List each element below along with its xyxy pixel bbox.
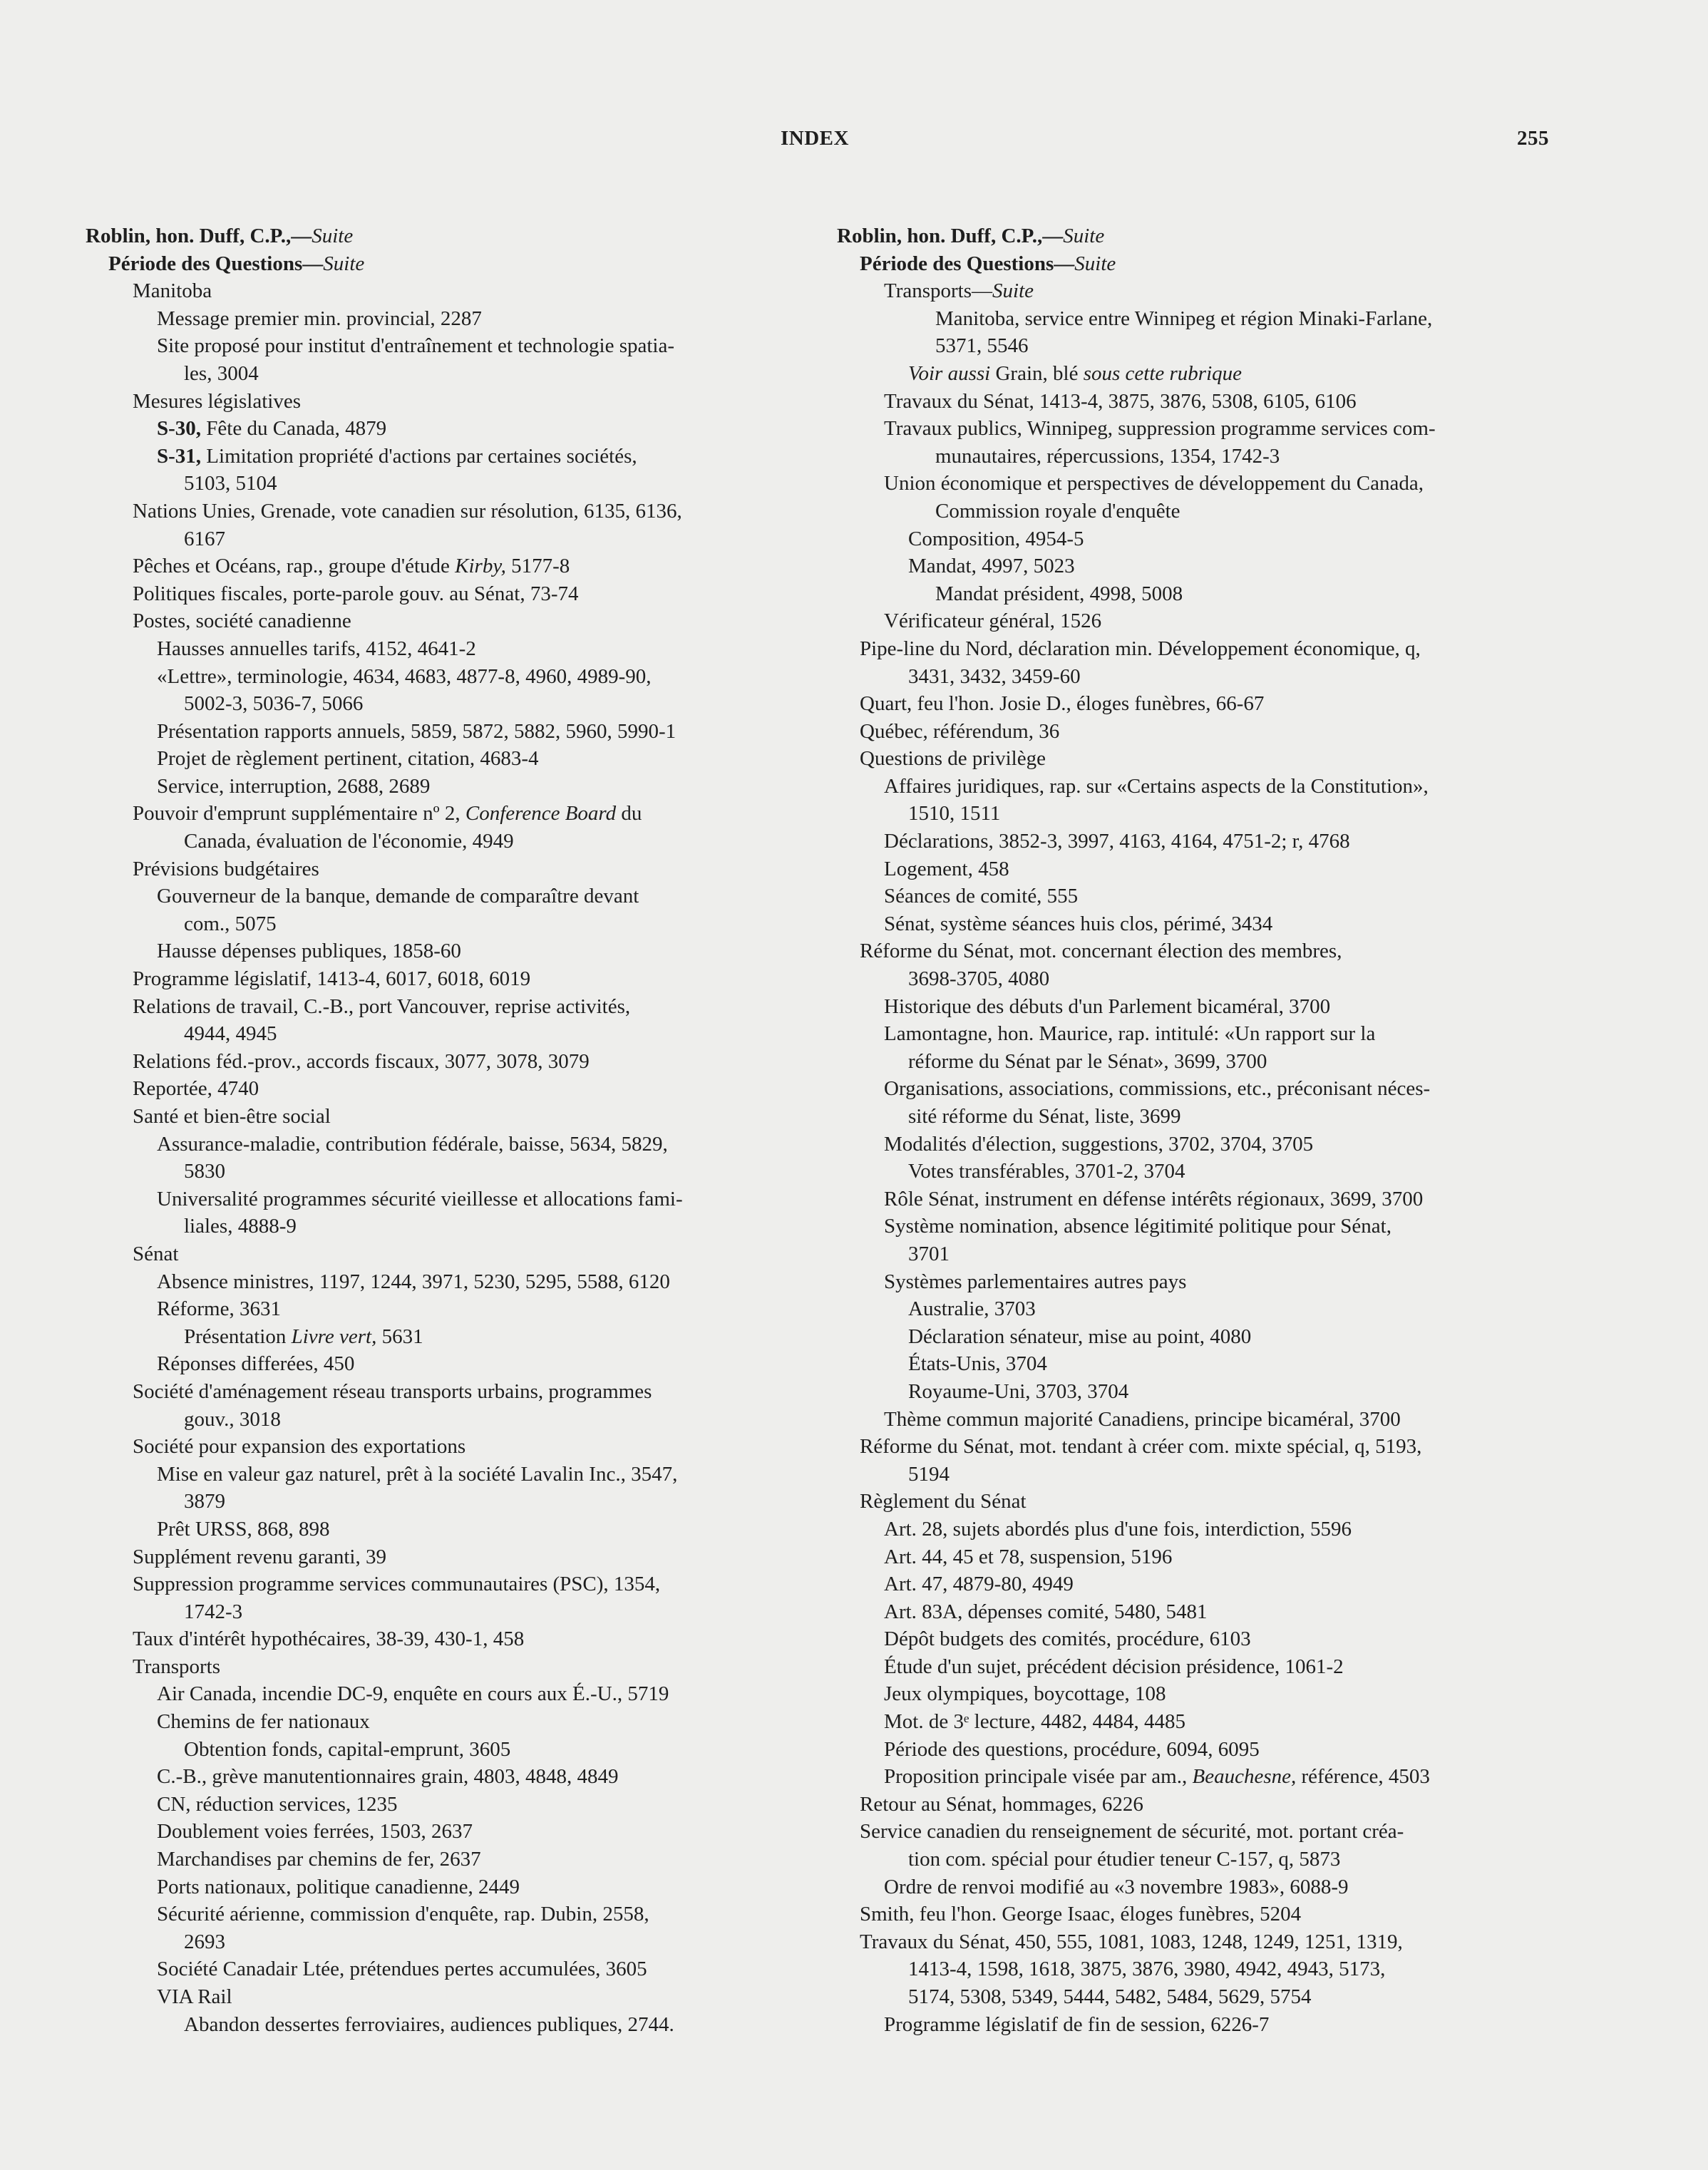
index-entry <box>837 1268 1561 1296</box>
index-entry-text: Société d'aménagement réseau transports urbains, programmes <box>133 1379 652 1403</box>
index-entry <box>837 607 1561 635</box>
index-entry <box>837 1818 1561 1846</box>
index-entry-text: Transports <box>133 1655 221 1678</box>
index-entry-text: Québec, référendum, 36 <box>860 719 1060 743</box>
index-entry <box>86 1516 810 1543</box>
index-entry <box>837 1433 1561 1461</box>
index-entry <box>837 1103 1561 1131</box>
index-entry-text: Règlement du Sénat <box>860 1490 1027 1513</box>
index-entry <box>86 1075 810 1103</box>
index-entry-text: Pipe-line du Nord, déclaration min. Développement économique, q, <box>860 637 1421 660</box>
index-entry <box>86 470 810 498</box>
index-entry-text: Manitoba <box>133 279 212 303</box>
index-entry-text: Livre vert, <box>291 1325 377 1348</box>
index-entry-text: États-Unis, 3704 <box>908 1352 1047 1376</box>
index-entry <box>837 635 1561 663</box>
index-entry <box>86 1846 810 1873</box>
index-entry-text: 5103, 5104 <box>184 472 277 495</box>
index-entry-text: Questions de privilège <box>860 747 1046 771</box>
index-entry-text: Site proposé pour institut d'entraînement et technologie spatia- <box>157 334 675 358</box>
index-entry-text: Fête du Canada, 4879 <box>201 417 387 441</box>
index-entry-text: sous cette rubrique <box>1083 361 1243 385</box>
index-entry-text: Période des questions, procédure, 6094, 6095 <box>884 1737 1260 1761</box>
index-entry <box>837 1736 1561 1764</box>
index-entry <box>86 1955 810 1983</box>
index-entry <box>837 1928 1561 1956</box>
index-entry-text: Présentation <box>184 1325 292 1348</box>
index-entry <box>86 1625 810 1653</box>
index-entry <box>86 1461 810 1488</box>
index-entry-text: les, 3004 <box>184 361 259 385</box>
index-entry-text: Taux d'intérêt hypothécaires, 38-39, 430-1, 458 <box>133 1628 525 1651</box>
index-entry <box>86 552 810 580</box>
index-entry-text: Mise en valeur gaz naturel, prêt à la société Lavalin Inc., 3547, <box>157 1462 678 1486</box>
index-entry <box>837 1131 1561 1158</box>
index-entry <box>837 663 1561 691</box>
index-entry-text: Service canadien du renseignement de sécurité, mot. portant créa- <box>860 1820 1404 1844</box>
index-entry <box>86 1020 810 1048</box>
index-entry <box>86 1598 810 1626</box>
index-entry <box>86 883 810 910</box>
index-entry <box>86 745 810 773</box>
index-entry-text: Projet de règlement pertinent, citation, 4683-4 <box>157 747 539 771</box>
index-entry-text: Sénat, système séances huis clos, périmé, 3434 <box>884 912 1273 935</box>
index-entry <box>86 580 810 608</box>
index-entry <box>837 1570 1561 1598</box>
index-entry <box>837 1323 1561 1351</box>
index-entry-text: Suppression programme services communautaires (PSC), 1354, <box>133 1573 661 1596</box>
index-entry <box>86 1350 810 1378</box>
index-entry <box>837 1213 1561 1240</box>
index-entry <box>837 1406 1561 1434</box>
index-entry <box>86 360 810 388</box>
index-entry <box>837 1791 1561 1819</box>
index-entry-text: Suite <box>992 279 1034 303</box>
index-entry <box>837 773 1561 801</box>
index-entry <box>86 855 810 883</box>
running-header-title: INDEX <box>781 127 849 150</box>
index-entry-text: com., 5075 <box>184 912 277 935</box>
index-entry-text: Thème commun majorité Canadiens, principe bicaméral, 3700 <box>884 1407 1401 1431</box>
index-entry <box>86 690 810 718</box>
index-entry-text: Mot. de 3ᵉ lecture, 4482, 4484, 4485 <box>884 1710 1186 1734</box>
index-entry <box>86 718 810 746</box>
index-entry-text: Union économique et perspectives de développement du Canada, <box>884 472 1424 495</box>
index-entry-text: 1742-3 <box>184 1600 243 1623</box>
index-entry <box>837 1543 1561 1571</box>
index-entry-text: sité réforme du Sénat, liste, 3699 <box>908 1105 1181 1128</box>
index-entry-text: Travaux du Sénat, 1413-4, 3875, 3876, 5308, 6105, 6106 <box>884 389 1357 413</box>
index-entry-text: Jeux olympiques, boycottage, 108 <box>884 1682 1166 1706</box>
index-entry-text: Art. 83A, dépenses comité, 5480, 5481 <box>884 1600 1208 1623</box>
index-entry-text: Lamontagne, hon. Maurice, rap. intitulé: «Un rapport sur la <box>884 1022 1376 1046</box>
index-entry-text: Rôle Sénat, instrument en défense intérêts régionaux, 3699, 3700 <box>884 1187 1424 1210</box>
index-entry-text: Santé et bien-être social <box>133 1105 331 1128</box>
index-entry-text: Séances de comité, 555 <box>884 885 1079 908</box>
index-entry-text: Art. 28, sujets abordés plus d'une fois, interdiction, 5596 <box>884 1517 1352 1541</box>
index-entry <box>837 1378 1561 1406</box>
index-entry-text: Conference Board <box>465 802 617 826</box>
index-entry <box>86 1736 810 1764</box>
index-entry-text: Système nomination, absence légitimité politique pour Sénat, <box>884 1215 1391 1238</box>
index-entry-text: Smith, feu l'hon. George Isaac, éloges funèbres, 5204 <box>860 1903 1302 1926</box>
index-entry-text: Réforme du Sénat, mot. tendant à créer com. mixte spécial, q, 5193, <box>860 1435 1422 1459</box>
index-entry-text: S-30, <box>157 417 202 441</box>
index-entry <box>837 1461 1561 1488</box>
index-entry-text: 5177-8 <box>505 555 570 578</box>
index-entry-text: Programme législatif de fin de session, 6226-7 <box>884 2012 1270 2036</box>
index-entry <box>837 552 1561 580</box>
index-entry-text: Sénat <box>133 1242 179 1265</box>
index-entry <box>86 1406 810 1434</box>
index-entry-text: Assurance-maladie, contribution fédérale, baisse, 5634, 5829, <box>157 1132 668 1156</box>
index-entry-text: référence, 4503 <box>1296 1765 1430 1789</box>
index-entry-text: Commission royale d'enquête <box>935 499 1180 523</box>
index-entry <box>86 1048 810 1076</box>
index-entry-text: Sécurité aérienne, commission d'enquête, rap. Dubin, 2558, <box>157 1903 649 1926</box>
index-entry-text: Suite <box>1074 252 1116 275</box>
index-entry <box>86 250 810 278</box>
index-entry-text: Art. 47, 4879-80, 4949 <box>884 1573 1074 1596</box>
index-column-right <box>837 222 1561 2038</box>
index-entry <box>86 525 810 553</box>
index-entry <box>837 443 1561 470</box>
index-entry-text: VIA Rail <box>157 1985 232 2008</box>
index-entry-text: Prêt URSS, 868, 898 <box>157 1517 330 1541</box>
index-entry-text: Déclarations, 3852-3, 3997, 4163, 4164, 4751-2; r, 4768 <box>884 830 1350 853</box>
index-entry <box>86 965 810 993</box>
index-entry <box>837 718 1561 746</box>
index-entry <box>837 1653 1561 1681</box>
index-entry-text: 5002-3, 5036-7, 5066 <box>184 692 364 716</box>
index-entry-text: gouv., 3018 <box>184 1407 281 1431</box>
index-entry-text: Période des Questions— <box>860 252 1075 275</box>
index-entry <box>86 828 810 855</box>
index-entry-text: Présentation rapports annuels, 5859, 5872, 5882, 5960, 5990-1 <box>157 719 676 743</box>
index-entry-text: Gouverneur de la banque, demande de comparaître devant <box>157 885 639 908</box>
index-entry-text: Société pour expansion des exportations <box>133 1435 466 1459</box>
index-entry <box>86 1323 810 1351</box>
index-entry <box>837 305 1561 333</box>
index-entry-text: Chemins de fer nationaux <box>157 1710 370 1734</box>
index-entry-text: Organisations, associations, commissions, etc., préconisant néces- <box>884 1077 1431 1101</box>
index-entry-text: Proposition principale visée par am., <box>884 1765 1193 1789</box>
index-entry-text: Historique des débuts d'un Parlement bicaméral, 3700 <box>884 994 1331 1018</box>
index-entry-text: Déclaration sénateur, mise au point, 4080 <box>908 1325 1252 1348</box>
index-entry-text: Service, interruption, 2688, 2689 <box>157 774 431 798</box>
index-entry <box>86 1131 810 1158</box>
index-entry-text: C.-B., grève manutentionnaires grain, 4803, 4848, 4849 <box>157 1765 619 1789</box>
index-entry <box>837 937 1561 965</box>
index-entry <box>86 1928 810 1956</box>
index-entry <box>837 1680 1561 1708</box>
index-entry-text: Manitoba, service entre Winnipeg et région Minaki-Farlane, <box>935 307 1433 330</box>
index-entry <box>86 635 810 663</box>
index-column-left <box>86 222 810 2038</box>
index-entry-text: Abandon dessertes ferroviaires, audiences publiques, 2744. <box>184 2012 674 2036</box>
index-entry-text: 4944, 4945 <box>184 1022 277 1046</box>
index-entry <box>86 663 810 691</box>
index-entry-text: du <box>616 802 642 826</box>
index-entry-text: Votes transférables, 3701-2, 3704 <box>908 1160 1185 1183</box>
index-entry-text: 3879 <box>184 1490 225 1513</box>
index-entry-text: Réforme du Sénat, mot. concernant élection des membres, <box>860 940 1342 963</box>
index-entry <box>86 1240 810 1268</box>
index-entry <box>86 332 810 360</box>
index-entry <box>86 937 810 965</box>
index-entry-text: Obtention fonds, capital-emprunt, 3605 <box>184 1737 511 1761</box>
index-entry-text: Beauchesne, <box>1192 1765 1297 1789</box>
index-entry <box>837 1983 1561 2011</box>
index-entry-text: Royaume-Uni, 3703, 3704 <box>908 1379 1129 1403</box>
index-entry-text: Pouvoir d'emprunt supplémentaire nº 2, <box>133 802 465 826</box>
index-entry-text: Politiques fiscales, porte-parole gouv. au Sénat, 73-74 <box>133 582 579 605</box>
index-entry <box>86 1680 810 1708</box>
index-entry-text: Mandat, 4997, 5023 <box>908 555 1075 578</box>
index-entry <box>837 1075 1561 1103</box>
index-entry <box>837 1350 1561 1378</box>
index-entry-text: Étude d'un sujet, précédent décision présidence, 1061-2 <box>884 1655 1344 1678</box>
index-entry-text: Marchandises par chemins de fer, 2637 <box>157 1848 481 1871</box>
index-entry <box>837 1158 1561 1186</box>
index-entry <box>86 1983 810 2011</box>
index-entry <box>837 277 1561 305</box>
index-entry <box>86 388 810 416</box>
index-entry <box>86 1873 810 1901</box>
index-entry-text: Air Canada, incendie DC-9, enquête en cours aux É.-U., 5719 <box>157 1682 669 1706</box>
index-entry <box>86 305 810 333</box>
index-entry-text: Ports nationaux, politique canadienne, 2449 <box>157 1875 520 1898</box>
index-entry-text: Hausses annuelles tarifs, 4152, 4641-2 <box>157 637 476 660</box>
index-entry <box>837 1048 1561 1076</box>
index-entry <box>86 993 810 1021</box>
index-entry <box>86 222 810 250</box>
index-entry-text: Programme législatif, 1413-4, 6017, 6018, 6019 <box>133 967 531 991</box>
index-entry <box>837 690 1561 718</box>
index-entry-text: «Lettre», terminologie, 4634, 4683, 4877-8, 4960, 4989-90, <box>157 664 652 688</box>
index-entry <box>837 910 1561 938</box>
index-entry-text: 6167 <box>184 527 225 550</box>
index-entry-text: Pêches et Océans, rap., groupe d'étude <box>133 555 456 578</box>
index-entry-text: réforme du Sénat par le Sénat», 3699, 3700 <box>908 1049 1267 1073</box>
index-entry-text: Supplément revenu garanti, 39 <box>133 1545 386 1568</box>
index-entry <box>837 332 1561 360</box>
index-entry <box>86 1791 810 1819</box>
index-entry <box>86 800 810 828</box>
index-entry-text: Suite <box>323 252 365 275</box>
index-entry <box>837 855 1561 883</box>
page-number: 255 <box>1517 127 1549 150</box>
index-entry <box>86 1103 810 1131</box>
index-entry-text: Absence ministres, 1197, 1244, 3971, 5230, 5295, 5588, 6120 <box>157 1270 670 1293</box>
index-entry <box>86 1186 810 1213</box>
index-entry-text: Réforme, 3631 <box>157 1297 281 1321</box>
index-entry <box>837 1516 1561 1543</box>
index-entry-text: Doublement voies ferrées, 1503, 2637 <box>157 1820 473 1844</box>
index-entry-text: liales, 4888-9 <box>184 1215 297 1238</box>
index-entry-text: S-31, <box>157 444 202 468</box>
index-entry <box>86 910 810 938</box>
index-entry <box>837 1846 1561 1873</box>
index-entry <box>86 1433 810 1461</box>
index-entry <box>86 277 810 305</box>
index-entry <box>86 1295 810 1323</box>
index-entry <box>86 1818 810 1846</box>
index-entry-text: Hausse dépenses publiques, 1858-60 <box>157 940 461 963</box>
index-entry-text: Retour au Sénat, hommages, 6226 <box>860 1792 1143 1816</box>
index-entry <box>837 222 1561 250</box>
index-entry <box>837 1955 1561 1983</box>
index-entry <box>837 1901 1561 1928</box>
index-entry-text: 3431, 3432, 3459-60 <box>908 664 1081 688</box>
index-entry <box>86 773 810 801</box>
index-entry <box>837 1598 1561 1626</box>
index-entry-text: Limitation propriété d'actions par certaines sociétés, <box>201 444 637 468</box>
index-entry-text: Modalités d'élection, suggestions, 3702, 3704, 3705 <box>884 1132 1314 1156</box>
index-entry <box>86 415 810 443</box>
index-entry <box>86 1543 810 1571</box>
index-entry-text: Voir aussi <box>908 361 991 385</box>
index-entry-text: Ordre de renvoi modifié au «3 novembre 1983», 6088-9 <box>884 1875 1349 1898</box>
index-entry <box>837 1763 1561 1791</box>
index-entry <box>86 1488 810 1516</box>
index-entry-text: 3701 <box>908 1242 950 1265</box>
index-entry-text: Suite <box>312 225 354 247</box>
index-entry-text: Affaires juridiques, rap. sur «Certains aspects de la Constitution», <box>884 774 1429 798</box>
index-entry-text: Mandat président, 4998, 5008 <box>935 582 1183 605</box>
index-entry-text: 5194 <box>908 1462 950 1486</box>
index-entry <box>837 1240 1561 1268</box>
index-entry-text: munautaires, répercussions, 1354, 1742-3 <box>935 444 1280 468</box>
index-entry-text: Relations de travail, C.-B., port Vancouver, reprise activités, <box>133 994 631 1018</box>
index-entry-text: Postes, société canadienne <box>133 610 351 633</box>
index-entry-text: Universalité programmes sécurité vieillesse et allocations fami- <box>157 1187 683 1210</box>
index-entry-text: Australie, 3703 <box>908 1297 1036 1321</box>
index-entry <box>837 1873 1561 1901</box>
index-entry <box>837 1020 1561 1048</box>
index-entry-text: Période des Questions— <box>108 252 324 275</box>
index-entry <box>837 580 1561 608</box>
index-entry <box>837 2011 1561 2039</box>
index-entry <box>837 415 1561 443</box>
index-entry-text: Logement, 458 <box>884 857 1009 880</box>
index-entry <box>86 1378 810 1406</box>
index-entry <box>86 498 810 525</box>
index-entry-text: Mesures législatives <box>133 389 301 413</box>
index-entry <box>837 965 1561 993</box>
index-entry-text: Roblin, hon. Duff, C.P.,— <box>837 225 1064 247</box>
index-entry <box>86 1901 810 1928</box>
index-entry-text: Roblin, hon. Duff, C.P.,— <box>86 225 312 247</box>
index-entry <box>837 993 1561 1021</box>
index-entry-text: Systèmes parlementaires autres pays <box>884 1270 1187 1293</box>
index-entry <box>837 498 1561 525</box>
index-entry-text: Réponses differées, 450 <box>157 1352 355 1376</box>
index-entry-text: Kirby, <box>455 555 506 578</box>
index-entry-text: Message premier min. provincial, 2287 <box>157 307 482 330</box>
index-entry-text: CN, réduction services, 1235 <box>157 1792 398 1816</box>
index-entry-text: 5174, 5308, 5349, 5444, 5482, 5484, 5629, 5754 <box>908 1985 1312 2008</box>
index-entry <box>837 525 1561 553</box>
index-entry-text: Reportée, 4740 <box>133 1077 259 1101</box>
index-entry-text: 5371, 5546 <box>935 334 1029 358</box>
index-entry <box>837 360 1561 388</box>
index-entry <box>86 1708 810 1736</box>
index-entry <box>837 1488 1561 1516</box>
index-entry <box>86 1570 810 1598</box>
index-entry <box>86 1213 810 1240</box>
index-entry-text: Grain, blé <box>990 361 1084 385</box>
index-entry <box>837 470 1561 498</box>
index-entry-text: Travaux du Sénat, 450, 555, 1081, 1083, 1248, 1249, 1251, 1319, <box>860 1930 1403 1953</box>
index-entry-text: Nations Unies, Grenade, vote canadien sur résolution, 6135, 6136, <box>133 499 682 523</box>
index-entry-text: Dépôt budgets des comités, procédure, 6103 <box>884 1628 1251 1651</box>
index-entry <box>837 1295 1561 1323</box>
index-entry <box>837 250 1561 278</box>
index-entry-text: 5631 <box>376 1325 423 1348</box>
index-entry <box>837 800 1561 828</box>
index-entry-text: 1510, 1511 <box>908 802 1001 826</box>
index-entry <box>86 443 810 470</box>
index-entry-text: Prévisions budgétaires <box>133 857 319 880</box>
index-entry-text: Quart, feu l'hon. Josie D., éloges funèbres, 66-67 <box>860 692 1265 716</box>
index-entry-text: 1413-4, 1598, 1618, 3875, 3876, 3980, 4942, 4943, 5173, <box>908 1958 1386 1981</box>
index-entry <box>86 1268 810 1296</box>
index-entry-text: 3698-3705, 4080 <box>908 967 1050 991</box>
index-entry <box>86 607 810 635</box>
index-entry-text: 5830 <box>184 1160 225 1183</box>
index-entry <box>86 1158 810 1186</box>
index-entry-text: Relations féd.-prov., accords fiscaux, 3077, 3078, 3079 <box>133 1049 590 1073</box>
index-entry-text: Canada, évaluation de l'économie, 4949 <box>184 830 514 853</box>
index-entry-text: Transports— <box>884 279 993 303</box>
index-entry-text: Composition, 4954-5 <box>908 527 1084 550</box>
index-entry <box>837 388 1561 416</box>
index-entry <box>837 1186 1561 1213</box>
index-entry-text: Vérificateur général, 1526 <box>884 610 1102 633</box>
index-entry <box>837 828 1561 855</box>
index-entry-text: 2693 <box>184 1930 225 1953</box>
index-entry <box>837 883 1561 910</box>
index-entry <box>86 2011 810 2039</box>
index-entry-text: Société Canadair Ltée, prétendues pertes accumulées, 3605 <box>157 1958 647 1981</box>
index-entry <box>837 1708 1561 1736</box>
index-entry-text: Suite <box>1063 225 1105 247</box>
index-entry-text: Art. 44, 45 et 78, suspension, 5196 <box>884 1545 1173 1568</box>
index-entry <box>86 1763 810 1791</box>
index-entry <box>86 1653 810 1681</box>
index-entry <box>837 745 1561 773</box>
index-entry-text: tion com. spécial pour étudier teneur C-157, q, 5873 <box>908 1848 1341 1871</box>
index-entry-text: Travaux publics, Winnipeg, suppression programme services com- <box>884 417 1436 441</box>
index-entry <box>837 1625 1561 1653</box>
